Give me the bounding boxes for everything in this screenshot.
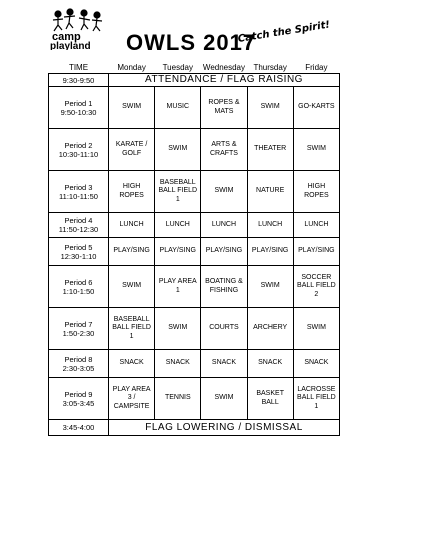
- page-title: OWLS 2017: [126, 30, 257, 55]
- activity-cell: LUNCH: [109, 213, 155, 238]
- activity-cell: SWIM: [155, 129, 201, 171]
- activity-cell: PLAY/SING: [247, 238, 293, 266]
- column-header: Monday: [117, 63, 146, 72]
- activity-cell: PLAY/SING: [155, 238, 201, 266]
- table-row: [49, 238, 340, 266]
- activity-cell: BASKET BALL: [247, 378, 293, 420]
- activity-cell: SWIM: [247, 87, 293, 129]
- activity-cell: TENNIS: [155, 378, 201, 420]
- table-row: [49, 350, 340, 378]
- table-row: [49, 74, 340, 87]
- activity-cell: LUNCH: [247, 213, 293, 238]
- activity-cell: SNACK: [293, 350, 339, 378]
- activity-cell: SWIM: [109, 266, 155, 308]
- activity-cell: SWIM: [155, 308, 201, 350]
- activity-cell: SWIM: [201, 378, 247, 420]
- activity-cell: COURTS: [201, 308, 247, 350]
- activity-cell: PLAY AREA 1: [155, 266, 201, 308]
- column-header: Thursday: [253, 63, 287, 72]
- activity-cell: LUNCH: [155, 213, 201, 238]
- activity-cell: BASEBALL BALL FIELD 1: [109, 308, 155, 350]
- tagline: Catch the Spirit!: [237, 19, 331, 45]
- activity-cell: NATURE: [247, 171, 293, 213]
- time-cell: 9:30-9:50: [49, 74, 109, 87]
- logo-line1: camp: [52, 31, 81, 43]
- time-cell: Period 4 11:50-12:30: [49, 213, 109, 238]
- table-row: [49, 171, 340, 213]
- activity-cell: ARTS & CRAFTS: [201, 129, 247, 171]
- column-header: Wednesday: [202, 63, 246, 72]
- activity-cell: SWIM: [293, 129, 339, 171]
- activity-cell: LUNCH: [201, 213, 247, 238]
- camp-logo-graphic: [48, 8, 106, 50]
- activity-cell: PLAY/SING: [109, 238, 155, 266]
- activity-cell: KARATE / GOLF: [109, 129, 155, 171]
- table-row: [49, 266, 340, 308]
- activity-cell: SNACK: [109, 350, 155, 378]
- time-cell: Period 7 1:50-2:30: [49, 308, 109, 350]
- column-header: Tuesday: [162, 63, 193, 72]
- table-row: [49, 420, 340, 436]
- table-row: [49, 213, 340, 238]
- column-header: TIME: [68, 63, 89, 72]
- activity-cell: SNACK: [155, 350, 201, 378]
- activity-cell: ARCHERY: [247, 308, 293, 350]
- activity-cell: HIGH ROPES: [293, 171, 339, 213]
- activity-cell: SWIM: [201, 171, 247, 213]
- activity-cell: SWIM: [293, 308, 339, 350]
- table-row: [49, 308, 340, 350]
- activity-cell: LUNCH: [293, 213, 339, 238]
- table-row: [49, 87, 340, 129]
- full-width-activity: ATTENDANCE / FLAG RAISING: [109, 74, 340, 87]
- time-cell: Period 8 2:30-3:05: [49, 350, 109, 378]
- table-row: [49, 378, 340, 420]
- table-row: [49, 129, 340, 171]
- activity-cell: MUSIC: [155, 87, 201, 129]
- time-cell: 3:45-4:00: [49, 420, 109, 436]
- activity-cell: SOCCER BALL FIELD 2: [293, 266, 339, 308]
- camp-logo: [48, 8, 106, 50]
- time-cell: Period 3 11:10-11:50: [49, 171, 109, 213]
- activity-cell: PLAY AREA 3 / CAMPSITE: [109, 378, 155, 420]
- time-cell: Period 1 9:50-10:30: [49, 87, 109, 129]
- activity-cell: BASEBALL BALL FIELD 1: [155, 171, 201, 213]
- activity-cell: PLAY/SING: [293, 238, 339, 266]
- activity-cell: BOATING & FISHING: [201, 266, 247, 308]
- activity-cell: THEATER: [247, 129, 293, 171]
- activity-cell: SNACK: [247, 350, 293, 378]
- activity-cell: LACROSSE BALL FIELD 1: [293, 378, 339, 420]
- activity-cell: SNACK: [201, 350, 247, 378]
- header-row: [49, 62, 340, 74]
- activity-cell: HIGH ROPES: [109, 171, 155, 213]
- full-width-activity: FLAG LOWERING / DISMISSAL: [109, 420, 340, 436]
- time-cell: Period 2 10:30-11:10: [49, 129, 109, 171]
- activity-cell: ROPES & MATS: [201, 87, 247, 129]
- logo-line2: playland: [50, 41, 91, 50]
- activity-cell: PLAY/SING: [201, 238, 247, 266]
- time-cell: Period 9 3:05-3:45: [49, 378, 109, 420]
- activity-cell: SWIM: [109, 87, 155, 129]
- schedule-table: [48, 62, 340, 436]
- time-cell: Period 5 12:30-1:10: [49, 238, 109, 266]
- time-cell: Period 6 1:10-1:50: [49, 266, 109, 308]
- activity-cell: SWIM: [247, 266, 293, 308]
- column-header: Friday: [305, 63, 328, 72]
- activity-cell: GO-KARTS: [293, 87, 339, 129]
